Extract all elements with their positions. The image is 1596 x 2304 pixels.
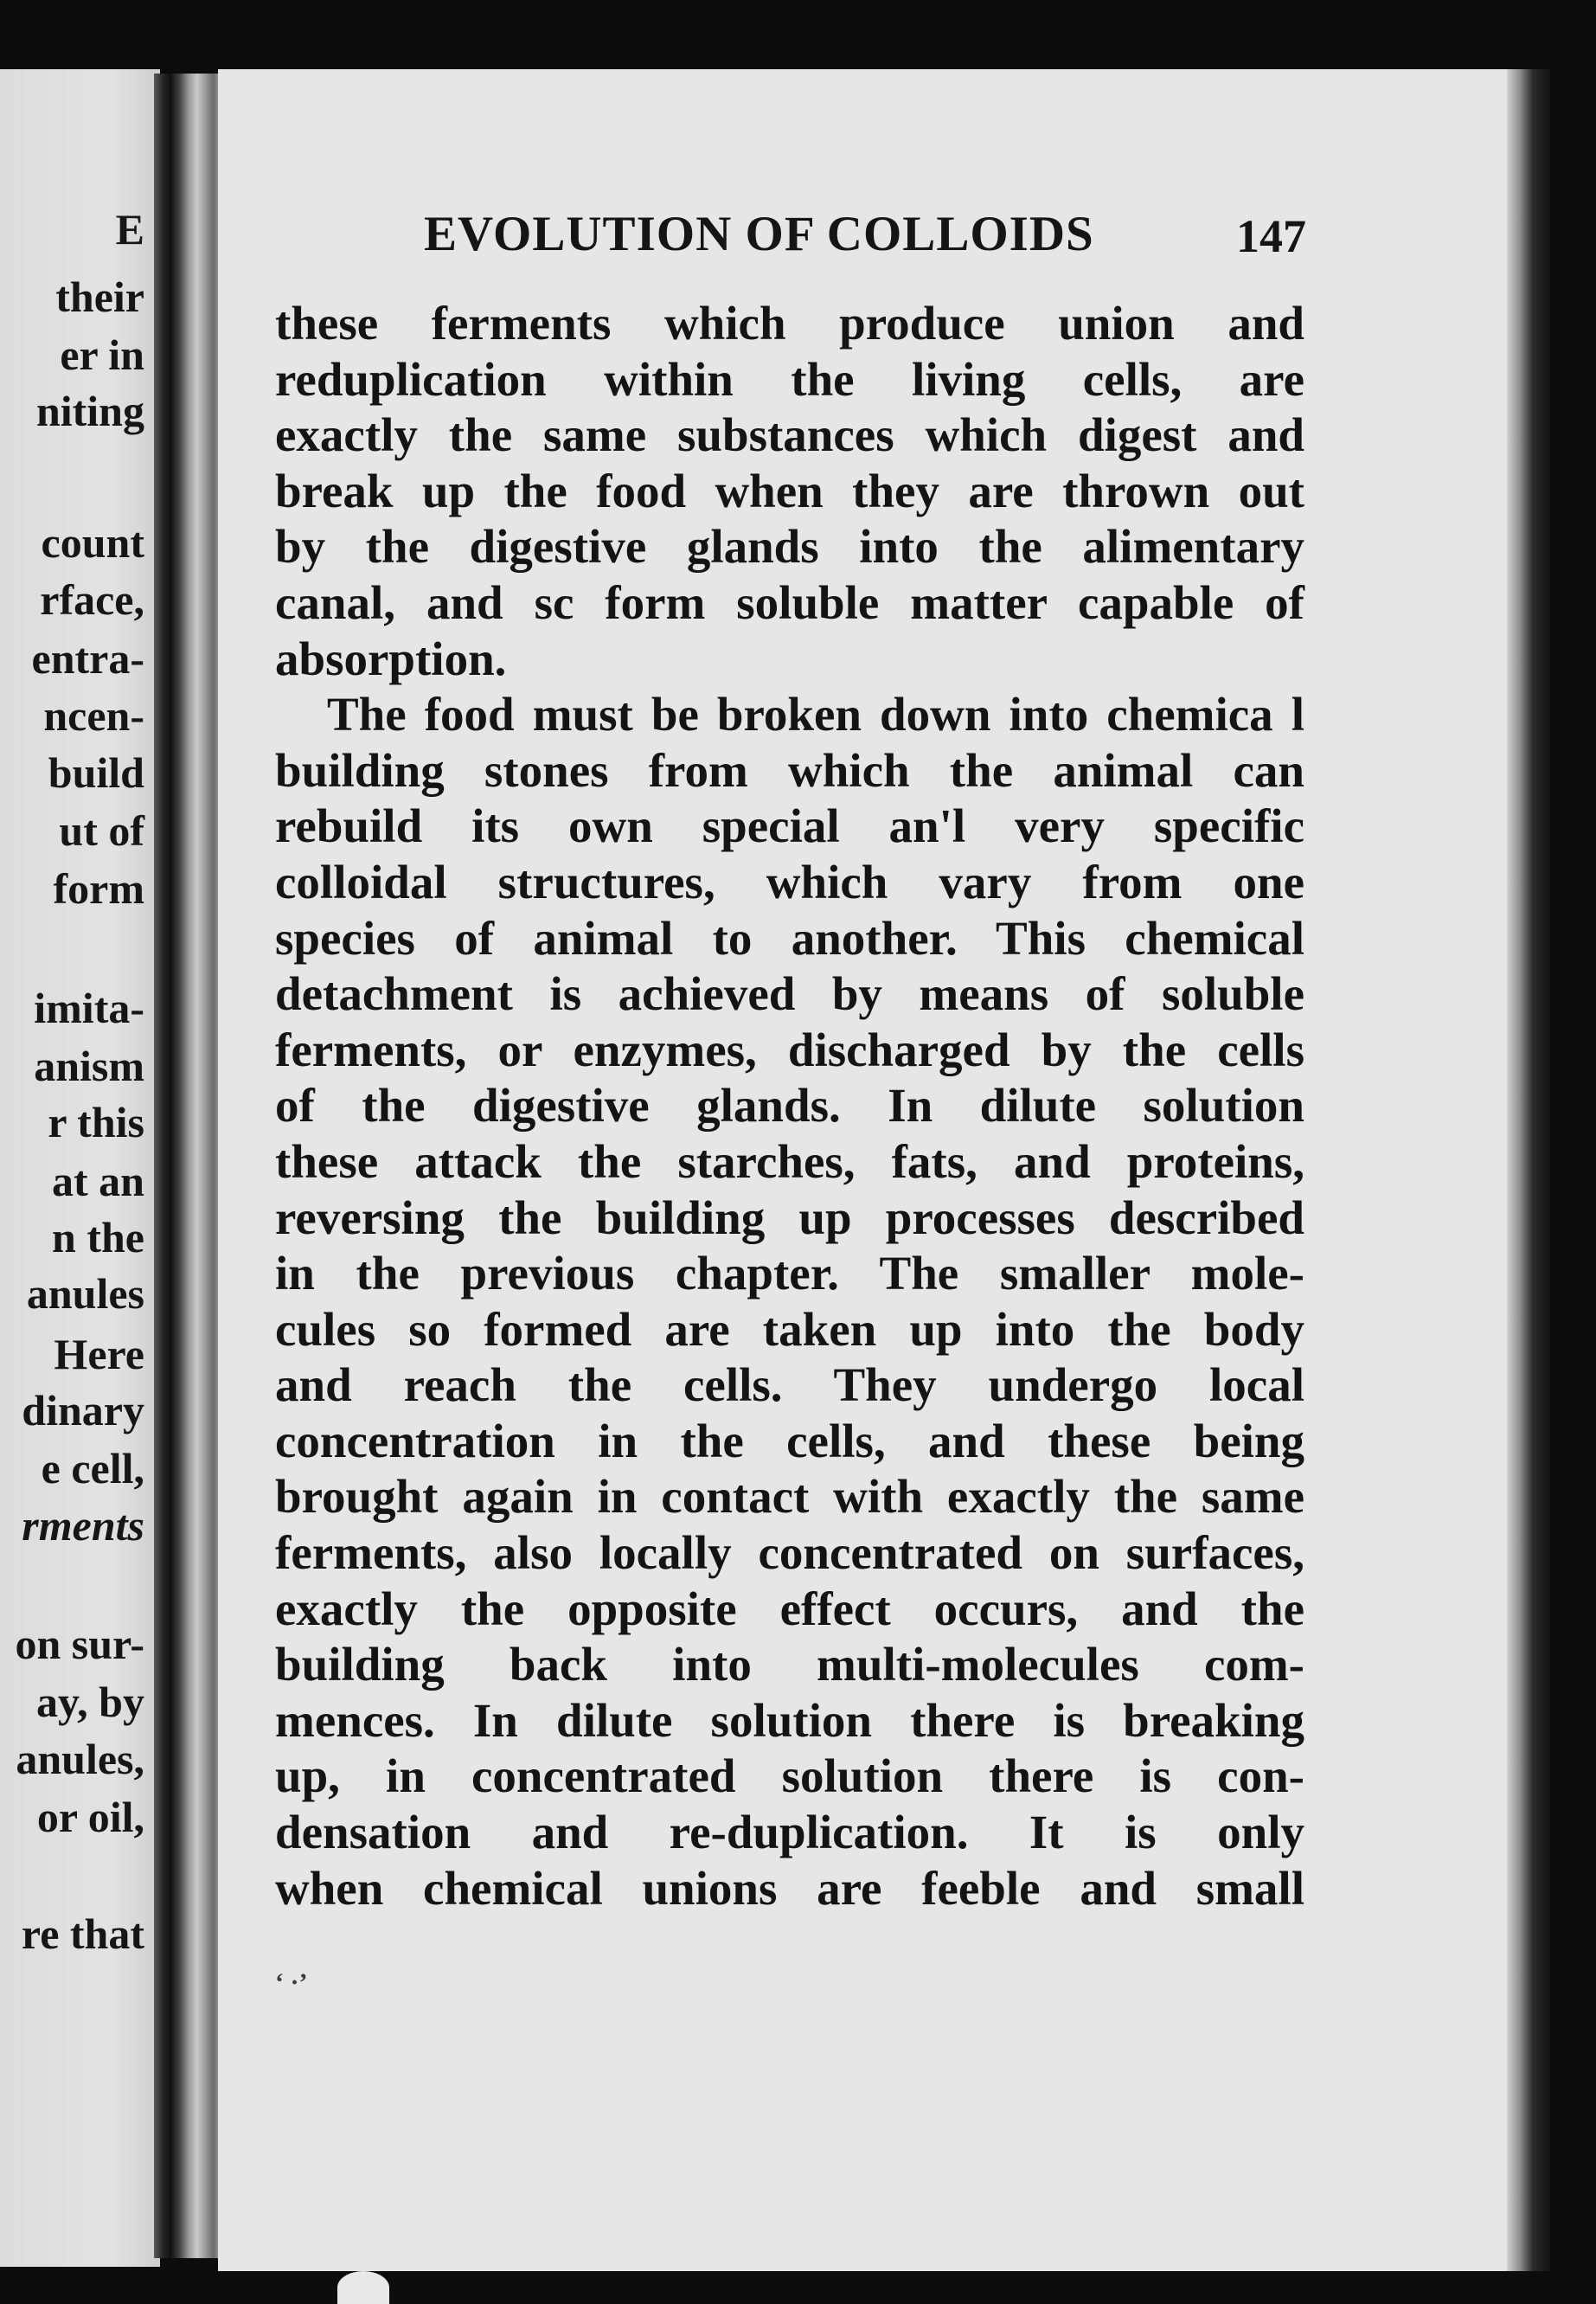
left-page-line: e cell, <box>41 1444 144 1492</box>
left-page-line: re that <box>21 1909 144 1958</box>
body-line: concentration in the cells, and these being <box>275 1414 1304 1467</box>
body-line: reduplication within the living cells, are <box>275 352 1304 406</box>
left-page-line: anism <box>34 1042 144 1090</box>
running-head: EVOLUTION OF COLLOIDS <box>424 207 1094 261</box>
left-facing-page <box>0 69 160 2267</box>
left-page-line: imita- <box>34 984 144 1032</box>
book-spine-gutter <box>154 74 223 2258</box>
left-page-line: at an <box>52 1157 144 1205</box>
body-line: rebuild its own special an'l very specific <box>275 799 1304 853</box>
left-page-line: build <box>48 748 144 797</box>
body-line: these ferments which produce union and <box>275 297 1304 350</box>
body-line: exactly the same substances which digest and <box>275 408 1304 462</box>
body-line: exactly the opposite effect occurs, and the <box>275 1582 1304 1635</box>
left-page-line: ay, by <box>35 1678 144 1726</box>
body-line: building back into multi-molecules com- <box>275 1638 1304 1691</box>
body-text <box>275 296 1304 1916</box>
left-page-line: anules <box>26 1269 144 1318</box>
body-line: of the digestive glands. In dilute solution <box>275 1079 1304 1133</box>
body-line: in the previous chapter. The smaller mole- <box>275 1247 1304 1300</box>
left-page-line: n the <box>52 1213 144 1261</box>
page-number: 147 <box>1236 210 1306 262</box>
body-line: absorption. <box>275 632 507 685</box>
body-line: ferments, or enzymes, discharged by the cells <box>275 1023 1304 1076</box>
body-line: densation and re-duplication. It is only <box>275 1806 1304 1859</box>
body-line: canal, and sc form soluble matter capable of <box>275 575 1304 629</box>
body-line: mences. In dilute solution there is breaking <box>275 1693 1304 1747</box>
left-page-line: ut of <box>59 806 144 855</box>
page-edge-shadow <box>1507 69 1550 2271</box>
body-line: and reach the cells. They undergo local <box>275 1358 1304 1412</box>
left-page-line: count <box>41 518 144 567</box>
left-page-line: dinary <box>22 1386 144 1434</box>
left-page-line: E <box>115 205 144 254</box>
body-line: building stones from which the animal can <box>275 743 1304 797</box>
body-line: break up the food when they are thrown out <box>275 464 1304 517</box>
body-line: species of animal to another. This chemical <box>275 911 1304 965</box>
left-page-line: form <box>53 864 144 913</box>
body-line: detachment is achieved by means of soluble <box>275 967 1304 1021</box>
left-page-line: Here <box>54 1330 144 1378</box>
left-page-line: ncen- <box>43 691 144 740</box>
left-page-line: or oil, <box>36 1793 144 1841</box>
body-line: by the digestive glands into the alimentary <box>275 520 1304 574</box>
body-line: when chemical unions are feeble and small <box>275 1861 1304 1915</box>
left-page-line: r this <box>48 1098 144 1146</box>
left-page-line: rface, <box>40 575 144 624</box>
footer-marks: ‘ ·’ <box>275 1968 308 1997</box>
left-page-line: anules, <box>16 1735 144 1783</box>
left-page-line: er in <box>60 331 144 379</box>
body-line: reversing the building up processes described <box>275 1191 1304 1244</box>
scan-blot <box>337 2271 389 2304</box>
body-line: ferments, also locally concentrated on surfaces, <box>275 1526 1304 1580</box>
left-page-line: niting <box>35 387 144 435</box>
body-line: cules so formed are taken up into the body <box>275 1302 1304 1356</box>
left-page-line: their <box>55 273 144 321</box>
body-line: up, in concentrated solution there is con- <box>275 1749 1304 1803</box>
body-line: brought again in contact with exactly the same <box>275 1470 1304 1524</box>
body-line: these attack the starches, fats, and proteins, <box>275 1134 1304 1188</box>
body-line: colloidal structures, which vary from one <box>275 855 1304 908</box>
page-header <box>424 206 1306 266</box>
left-page-line: on sur- <box>15 1620 144 1668</box>
paragraph-start-line: The food must be broken down into chemica l <box>327 688 1304 741</box>
left-page-line: entra- <box>31 634 144 683</box>
left-page-line: rments <box>22 1501 144 1550</box>
